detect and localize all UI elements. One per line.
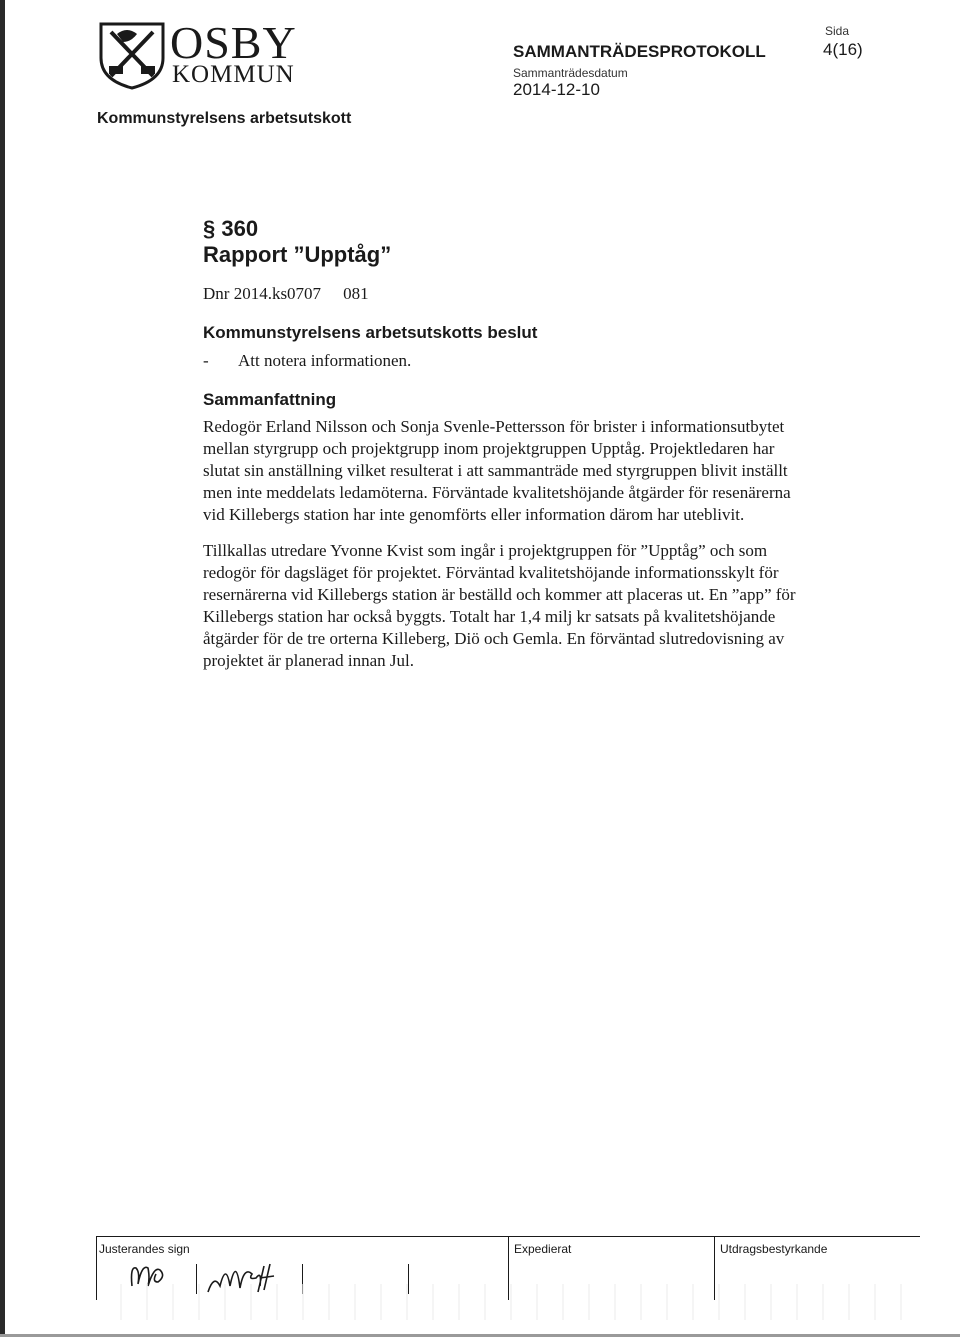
logo-name: OSBY [170,17,297,68]
protocol-section [203,216,803,672]
committee-name: Kommunstyrelsens arbetsutskott [97,110,352,127]
justerandes-sign-label: Justerandes sign [99,1242,190,1256]
diary-number [203,284,803,304]
summary-paragraph: Tillkallas utredare Yvonne Kvist som ingår i projektgruppen för ”Upptåg” och som redogör för dagsläget för projektet. Förväntad kvalitetshöjande informationsskylt för resernärerna vid Killebergs station är beställd och kommer att placeras ut. En ”app” för Killebergs station har också byggts. Totalt har 1,4 milj kr satsats på kvalitetshöjande åtgärder för de tre orterna Killeberg, Diö och Gemla. En förväntad slutredovisning av projektet är planerad innan Jul. [203,541,796,670]
meeting-date: 2014-12-10 [513,80,600,99]
page-label: Sida [825,24,850,38]
decision-heading: Kommunstyrelsens arbetsutskotts beslut [203,323,538,342]
signature-footer [96,1236,920,1322]
decision-text: Att notera informationen. [238,351,412,370]
summary-heading: Sammanfattning [203,390,337,409]
list-dash: - [203,351,209,370]
utdragsbestyrkande-label: Utdragsbestyrkande [720,1242,828,1256]
meeting-date-label: Sammanträdesdatum [513,66,628,80]
scan-dot-pattern [96,1284,920,1320]
diary-code: 081 [343,284,369,303]
page-number: 4(16) [823,40,863,59]
expedierat-label: Expedierat [514,1242,572,1256]
section-title: Rapport ”Upptåg” [203,242,392,267]
scan-edge [0,0,5,1337]
osby-coat-of-arms-icon [97,20,167,90]
decision-item [203,351,803,371]
logo-subtitle: KOMMUN [172,61,295,88]
document-type: SAMMANTRÄDESPROTOKOLL [513,42,766,61]
section-number: § 360 [203,216,259,241]
summary-paragraph: Redogör Erland Nilsson och Sonja Svenle-Pettersson för brister i informationsutbytet mellan styrgrupp och projektgrupp inom projektgruppen Upptåg. Projektledaren har slutat sin anställning vilket resulterat i att sammanträde med styrgruppen blivit inställt men inte meddelats ledamöterna. Förväntade kvalitetshöjande åtgärder för resenärerna vid Killebergs station har inte genomförts eller information därom har uteblivit. [203,417,791,524]
diary-number-value: Dnr 2014.ks0707 [203,284,322,303]
